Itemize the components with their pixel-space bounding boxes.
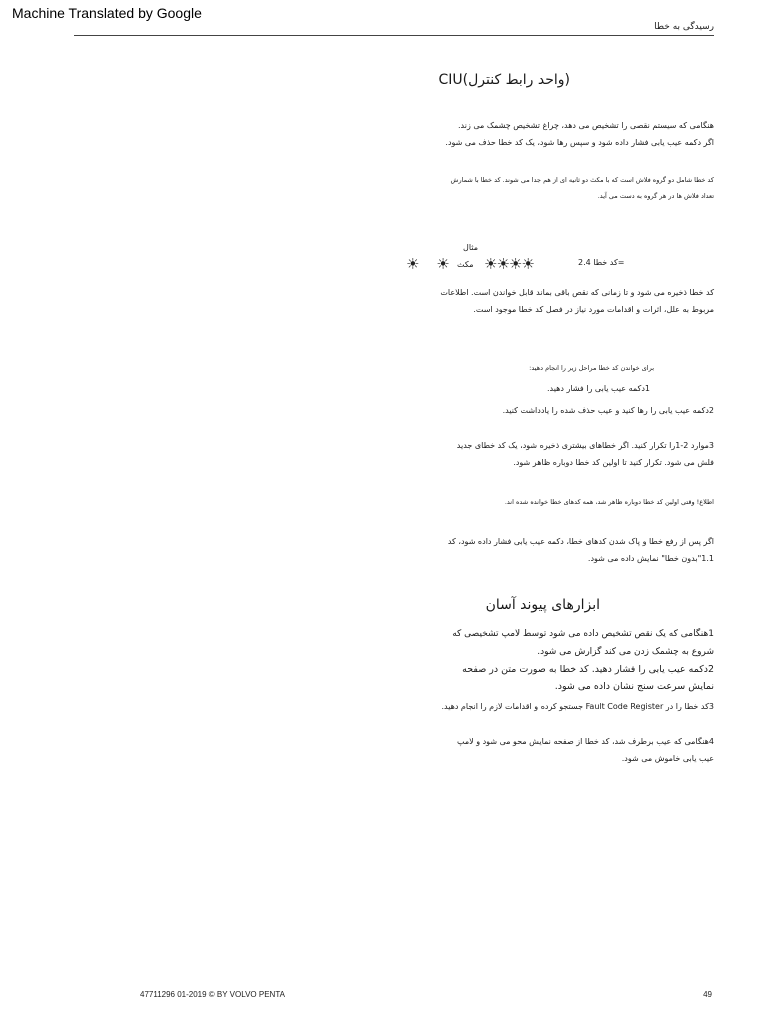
- easylink-item-1: [154, 625, 714, 661]
- flash-code-example: [400, 254, 670, 276]
- easylink-item-4-line-2: عیب یابی خاموش می شود.: [621, 754, 714, 763]
- machine-translation-banner: Machine Translated by Google: [12, 5, 202, 21]
- running-head: رسیدگی به خطا: [654, 22, 714, 32]
- ciu-code-info: [154, 172, 714, 204]
- ciu-intro: [154, 117, 714, 151]
- easylink-title: ابزارهای پیوند آسان: [485, 597, 600, 613]
- easylink-item-1-line-1: 1هنگامی که یک نقص تشخیص داده می شود توسط لامپ تشخیصی که: [452, 629, 714, 639]
- page-number: 49: [703, 990, 712, 999]
- easylink-item-3: 3کد خطا را در Fault Code Register جستجو کرده و اقدامات لازم را انجام دهید.: [441, 702, 714, 711]
- example-label: مثال: [463, 243, 478, 252]
- ciu-stored-line-1: کد خطا ذخیره می شود و تا زمانی که نقص باقی بماند قابل خواندن است. اطلاعات: [440, 288, 714, 297]
- after-repair-line-2: 1.1"بدون خطا" نمایش داده می شود.: [587, 554, 714, 563]
- header-rule: [74, 35, 714, 36]
- easylink-item-2-line-2: نمایش سرعت سنج نشان داده می شود.: [554, 681, 714, 692]
- ciu-title: CIU(واحد رابط کنترل): [438, 72, 570, 88]
- easylink-item-4: [154, 733, 714, 767]
- easylink-item-4-line-1: 4هنگامی که عیب برطرف شد، کد خطا از صفحه نمایش محو می شود و لامپ: [456, 737, 714, 746]
- after-repair: [154, 533, 714, 567]
- fault-code-label: =کد خطا 2.4: [578, 258, 625, 267]
- step-2: 2دکمه عیب یابی را رها کنید و عیب حذف شده را یادداشت کنید.: [502, 406, 714, 415]
- ciu-code-info-line-1: کد خطا شامل دو گروه فلاش است که با مکث دو ثانیه ای از هم جدا می شوند. کد خطا با شمارش: [450, 176, 714, 184]
- easylink-item-2: [154, 661, 714, 695]
- footer-document-id: 47711296 01-2019 © BY VOLVO PENTA: [140, 990, 285, 999]
- flash-group-right: ☀☀☀☀: [484, 255, 534, 273]
- ciu-intro-line-1: هنگامی که سیستم نقصی را تشخیص می دهد، چراغ تشخیص چشمک می زند.: [457, 121, 714, 130]
- ciu-stored-line-2: مربوط به علل، اثرات و اقدامات مورد نیاز در فصل کد خطا موجود است.: [473, 305, 714, 314]
- steps-intro: برای خواندن کد خطا مراحل زیر را انجام دهید:: [529, 364, 654, 372]
- step-3: [154, 437, 714, 471]
- step-3-line-1: 3موارد 2-1را تکرار کنید. اگر خطاهای بیشتری ذخیره شود، یک کد خطای جدید: [456, 441, 714, 450]
- easylink-item-2-line-1: 2دکمه عیب یابی را فشار دهید. کد خطا به صورت متن در صفحه: [462, 664, 714, 675]
- easylink-item-1-line-2: شروع به چشمک زدن می کند گزارش می شود.: [537, 647, 714, 657]
- ciu-intro-line-2: اگر دکمه عیب یابی فشار داده شود و سپس رها شود، یک کد خطا حذف می شود.: [445, 138, 714, 147]
- ciu-code-info-line-2: تعداد فلاش ها در هر گروه به دست می آید.: [597, 192, 714, 200]
- pause-label: مکث: [457, 260, 474, 269]
- after-repair-line-1: اگر پس از رفع خطا و پاک شدن کدهای خطا، دکمه عیب یابی فشار داده شود، کد: [447, 537, 714, 546]
- step-1: 1دکمه عیب یابی را فشار دهید.: [547, 384, 650, 393]
- info-note: اطلاع! وقتی اولین کد خطا دوباره ظاهر شد، همه کدهای خطا خوانده شده اند.: [504, 498, 714, 506]
- step-3-line-2: فلش می شود. تکرار کنید تا اولین کد خطا دوباره ظاهر شود.: [513, 458, 714, 467]
- ciu-stored: [154, 284, 714, 318]
- flash-group-left: ☀ ☀: [406, 255, 456, 273]
